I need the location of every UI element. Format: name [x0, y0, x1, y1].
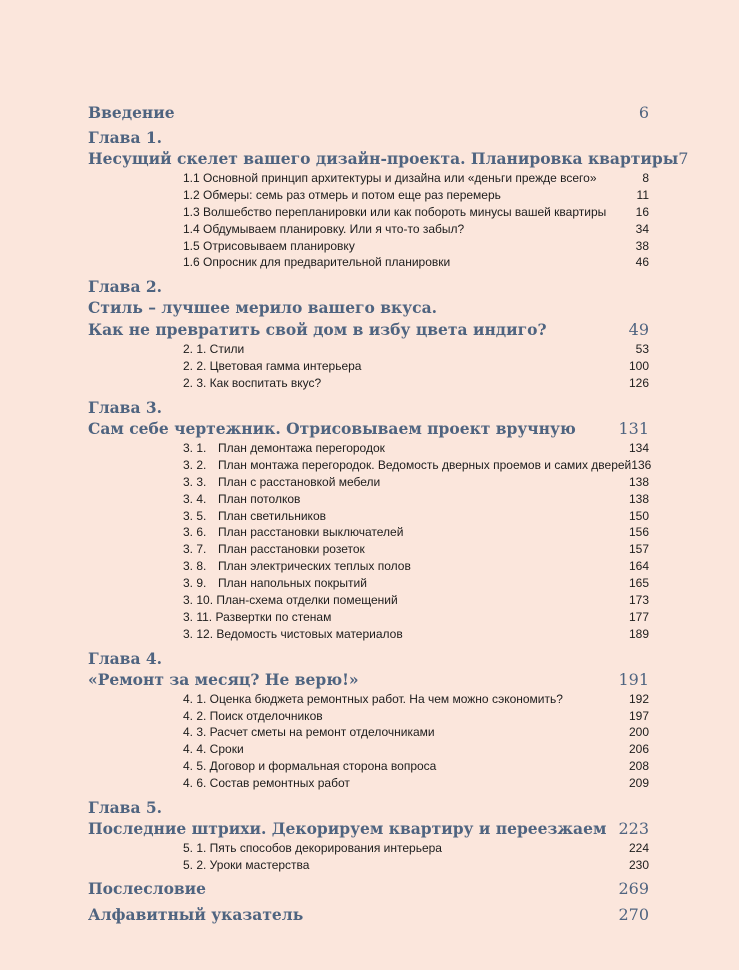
subentry-title [88, 857, 309, 874]
subentry-page: 177 [628, 609, 649, 624]
subentry-title [88, 187, 501, 204]
subentry-text: План электрических теплых полов [218, 559, 411, 574]
chapter-label: Глава 3. [88, 398, 163, 418]
subentry-title [88, 708, 323, 725]
toc-entry-title: Алфавитный указатель [88, 904, 304, 924]
subentry-title [88, 221, 464, 238]
subentry-title [88, 575, 367, 592]
subentry-page: 134 [628, 441, 649, 456]
subentry-text: План демонтажа перегородок [218, 441, 385, 456]
subentry-number: 3. 1. [183, 441, 207, 456]
subentry-title [88, 775, 350, 792]
subentry-text: 4. 4. Сроки [183, 742, 244, 757]
subentry-text: План светильников [218, 508, 326, 523]
chapters-list [88, 128, 689, 874]
toc-subentry [88, 254, 649, 271]
chapter-block [88, 277, 649, 392]
chapter-block [88, 798, 649, 874]
table-of-contents [88, 102, 689, 926]
chapter-block [88, 398, 652, 643]
toc-subentry [88, 375, 649, 392]
subentry-text: План с расстановкой мебели [218, 474, 381, 489]
toc-subentry [88, 474, 649, 491]
subentry-text: 1.4 Обдумываем планировку. Или я что-то забыл? [183, 221, 465, 236]
toc-subentry [88, 541, 649, 558]
chapter-title-row [88, 319, 649, 341]
subentry-title [88, 758, 436, 775]
subentry-page: 206 [628, 742, 649, 757]
subentry-page: 164 [628, 559, 649, 574]
toc-subentry [88, 724, 649, 741]
subentry-page: 224 [628, 841, 649, 856]
toc-subentry [88, 358, 649, 375]
subentry-page: 157 [628, 542, 649, 557]
chapter-title: Последние штрихи. Декорируем квартиру и переезжаем [88, 819, 607, 839]
subentry-title [88, 558, 411, 575]
subentry-title [88, 840, 442, 857]
subentry-page: 46 [635, 255, 649, 270]
toc-subentry [88, 741, 649, 758]
subentry-page: 138 [628, 491, 649, 506]
subentry-page: 208 [628, 759, 649, 774]
subentry-text: 3. 12. Ведомость чистовых материалов [183, 626, 403, 641]
subentry-page: 150 [628, 508, 649, 523]
toc-subentry [88, 221, 649, 238]
subentry-title [88, 457, 631, 474]
toc-entry-page: 269 [618, 878, 649, 898]
toc-subentry [88, 524, 649, 541]
chapter-title-row [88, 297, 649, 319]
subentry-title [88, 254, 450, 271]
subentry-title [88, 626, 403, 643]
subentry-title [88, 204, 606, 221]
subentry-text: 1.3 Волшебство перепланировки или как побороть минусы вашей квартиры [183, 204, 607, 219]
subentry-number: 3. 6. [183, 525, 207, 540]
chapter-title-row [88, 418, 649, 440]
subentry-page: 200 [628, 725, 649, 740]
toc-subentry [88, 609, 649, 626]
toc-subentry [88, 170, 649, 187]
chapter-title-row [88, 818, 649, 840]
chapter-page: 191 [618, 669, 649, 689]
subentry-number: 3. 9. [183, 576, 207, 591]
chapter-title: Стиль – лучшее мерило вашего вкуса. [88, 298, 438, 318]
subentry-text: 3. 10. План-схема отделки помещений [183, 593, 398, 608]
subentry-page: 11 [636, 187, 649, 202]
subentry-text: 3. 11. Развертки по стенам [183, 609, 332, 624]
subentry-text: 2. 1. Стили [183, 342, 245, 357]
subentry-title [88, 170, 597, 187]
subentry-text: 1.5 Отрисовываем планировку [183, 238, 355, 253]
subentry-text: План напольных покрытий [218, 576, 367, 591]
chapter-label: Глава 2. [88, 277, 163, 297]
toc-subentry [88, 626, 649, 643]
toc-subentry [88, 592, 649, 609]
subentry-text: 5. 1. Пять способов декорирования интерьера [183, 841, 442, 856]
subentry-page: 197 [628, 708, 649, 723]
subentry-title [88, 741, 244, 758]
subentry-page: 126 [628, 376, 649, 391]
subentry-number: 3. 5. [183, 508, 207, 523]
chapter-page: 131 [618, 419, 649, 439]
toc-subentry [88, 187, 649, 204]
chapter-page: 223 [618, 819, 649, 839]
toc-subentry [88, 575, 649, 592]
subentry-text: План расстановки розеток [218, 542, 365, 557]
subentry-text: 1.1 Основной принцип архитектуры и дизайна или «деньги прежде всего» [183, 171, 597, 185]
toc-entry-title: Послесловие [88, 878, 207, 898]
subentry-text: 1.6 Опросник для предварительной планировки [183, 255, 451, 270]
subentry-page: 156 [628, 525, 649, 540]
toc-subentry [88, 558, 649, 575]
subentry-title [88, 375, 321, 392]
chapter-title: Сам себе чертежник. Отрисовываем проект вручную [88, 419, 576, 439]
subentry-title [88, 592, 398, 609]
subentry-page: 136 [631, 457, 652, 472]
toc-subentry [88, 491, 649, 508]
toc-subentry [88, 508, 649, 525]
subentry-page: 138 [628, 474, 649, 489]
subentry-number: 3. 3. [183, 474, 207, 489]
subentry-title [88, 541, 365, 558]
subentry-text: 4. 2. Поиск отделочников [183, 708, 323, 723]
subentry-page: 34 [635, 221, 649, 236]
subentry-number: 3. 2. [183, 457, 207, 472]
subentry-title [88, 609, 331, 626]
toc-entry-page: 270 [618, 904, 649, 924]
chapter-label: Глава 4. [88, 648, 163, 668]
chapter-block [88, 649, 649, 792]
subentry-text: 4. 3. Расчет сметы на ремонт отделочниками [183, 725, 435, 740]
toc-subentry [88, 457, 652, 474]
subentry-page: 8 [642, 171, 649, 185]
subentry-text: 5. 2. Уроки мастерства [183, 857, 310, 872]
chapter-label: Глава 1. [88, 128, 163, 147]
subentry-text: План монтажа перегородок. Ведомость дверных проемов и самих дверей [218, 457, 632, 472]
toc-subentry [88, 341, 649, 358]
subentry-page: 230 [628, 857, 649, 872]
toc-subentry [88, 840, 649, 857]
subentry-text: 1.2 Обмеры: семь раз отмерь и потом еще раз перемерь [183, 187, 501, 202]
chapter-page: 7 [678, 149, 689, 168]
subentry-title [88, 358, 361, 375]
chapter-page: 49 [628, 320, 649, 340]
chapter-block [88, 128, 689, 271]
toc-subentry [88, 204, 649, 221]
subentry-title [88, 724, 435, 741]
subentry-text: 4. 1. Оценка бюджета ремонтных работ. На чем можно сэкономить? [183, 691, 563, 706]
toc-entry-intro [88, 102, 649, 124]
chapter-title-row [88, 148, 689, 170]
subentry-title [88, 524, 403, 541]
subentry-number: 3. 8. [183, 559, 207, 574]
subentry-page: 16 [635, 204, 649, 219]
subentry-page: 53 [635, 342, 649, 357]
subentry-title [88, 341, 244, 358]
subentry-title [88, 691, 563, 708]
subentry-page: 189 [628, 626, 649, 641]
toc-subentry [88, 857, 649, 874]
subentry-number: 3. 4. [183, 491, 207, 506]
subentry-text: План расстановки выключателей [218, 525, 404, 540]
chapter-title: Несущий скелет вашего дизайн-проекта. Планировка квартиры [88, 149, 679, 168]
subentry-text: 4. 5. Договор и формальная сторона вопроса [183, 759, 437, 774]
toc-entry-afterword [88, 878, 649, 900]
subentry-title [88, 238, 355, 255]
subentry-page: 192 [628, 691, 649, 706]
subentry-text: 2. 3. Как воспитать вкус? [183, 376, 322, 391]
subentry-page: 165 [628, 576, 649, 591]
subentry-page: 38 [635, 238, 649, 253]
subentry-page: 209 [628, 776, 649, 791]
toc-subentry [88, 440, 649, 457]
subentry-page: 173 [628, 593, 649, 608]
toc-subentry [88, 758, 649, 775]
toc-subentry [88, 691, 649, 708]
subentry-text: План потолков [218, 491, 301, 506]
subentry-page: 100 [628, 359, 649, 374]
subentry-title [88, 491, 300, 508]
chapter-title-row [88, 669, 649, 691]
subentry-title [88, 440, 385, 457]
subentry-title [88, 474, 380, 491]
toc-subentry [88, 775, 649, 792]
chapter-title: Как не превратить свой дом в избу цвета индиго? [88, 320, 547, 340]
toc-entry-title: Введение [88, 103, 175, 122]
chapter-label: Глава 5. [88, 798, 163, 818]
subentry-title [88, 508, 326, 525]
chapter-title: «Ремонт за месяц? Не верю!» [88, 669, 359, 689]
subentry-text: 2. 2. Цветовая гамма интерьера [183, 359, 362, 374]
subentry-text: 4. 6. Состав ремонтных работ [183, 776, 350, 791]
toc-subentry [88, 708, 649, 725]
toc-entry-page: 6 [638, 103, 649, 122]
toc-subentry [88, 238, 649, 255]
subentry-number: 3. 7. [183, 542, 207, 557]
toc-entry-index [88, 904, 649, 926]
